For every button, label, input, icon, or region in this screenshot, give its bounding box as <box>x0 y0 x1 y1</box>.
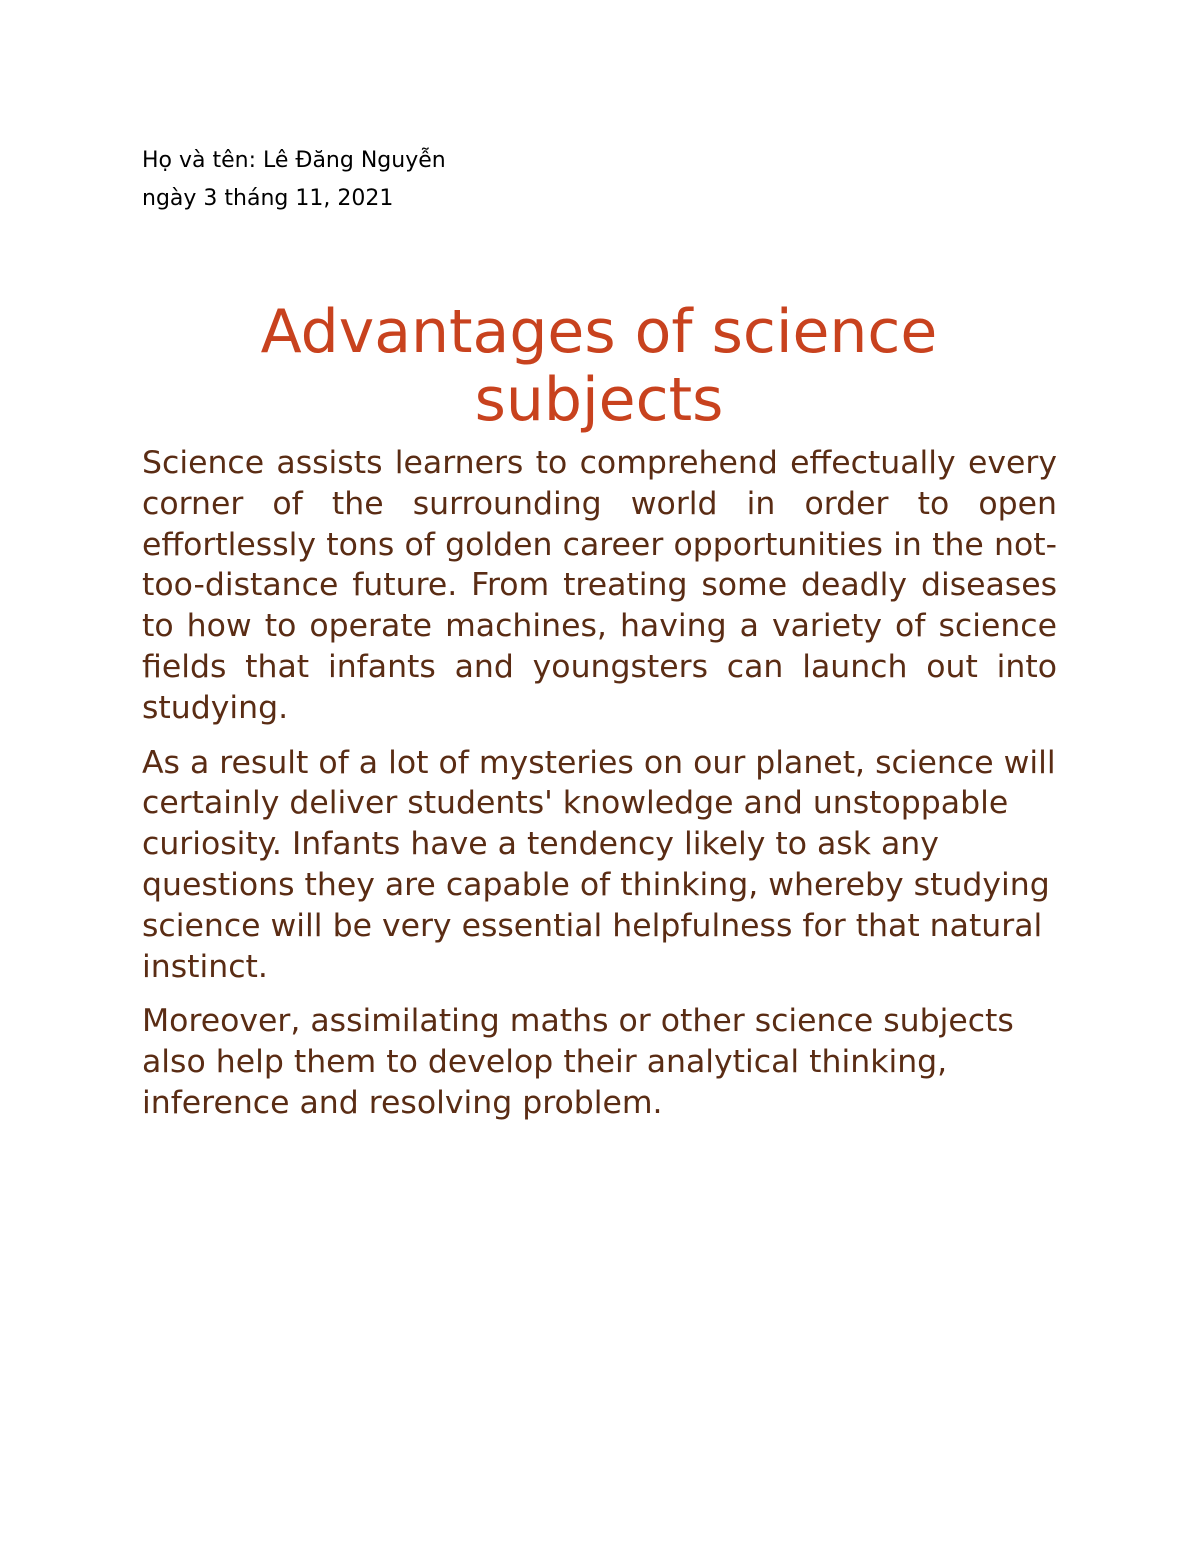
paragraph-3: Moreover, assimilating maths or other science subjects also help them to develop their analytical thinking, inference and resolving problem. <box>142 1003 1014 1121</box>
date-line: ngày 3 tháng 11, 2021 <box>142 186 394 211</box>
document-title: Advantages of science subjects <box>260 297 938 435</box>
document-body <box>142 443 1057 1138</box>
author-name-line: Họ và tên: Lê Đăng Nguyễn <box>142 148 446 173</box>
paragraph-2: As a result of a lot of mysteries on our planet, science will certainly deliver students' knowledge and unstoppable curiosity. Infants have a tendency likely to ask any questions they are capable of thinking, whereby studying science will be very essential helpfulness for that natural instinct. <box>142 744 1056 985</box>
paragraph-1: Science assists learners to comprehend effectually every corner of the surrounding world in order to open effortlessly tons of golden career opportunities in the not-too-distance future. From treating some deadly diseases to how to operate machines, having a variety of science fields that infants and youngsters can launch out into studying. <box>142 445 1057 726</box>
author-info <box>142 142 1042 218</box>
